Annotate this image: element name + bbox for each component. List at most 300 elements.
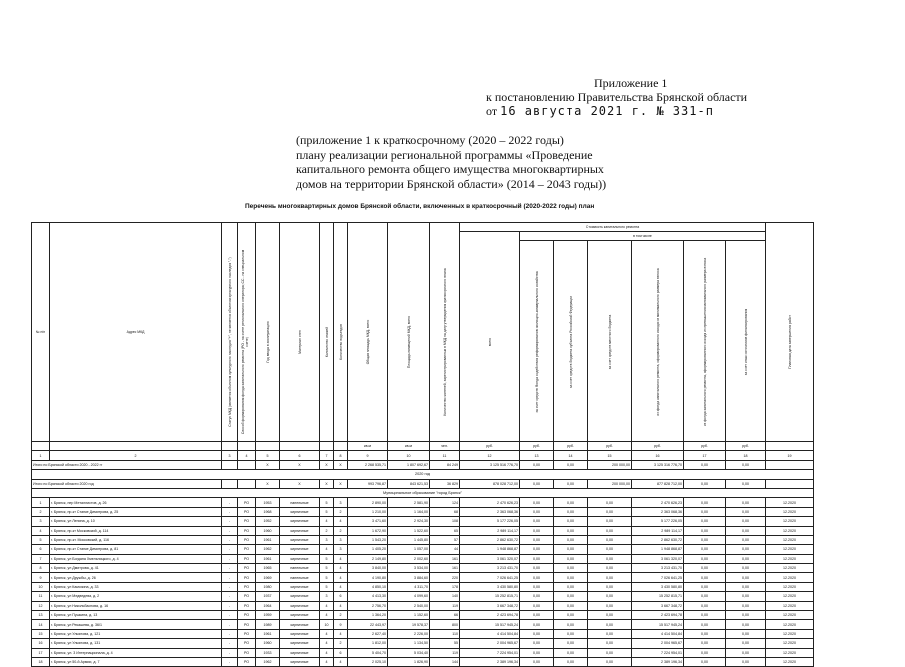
table-row bbox=[32, 582, 814, 591]
table-cell: 0,00 bbox=[684, 545, 726, 554]
table-cell: 0,00 bbox=[520, 620, 554, 629]
table-cell: кирпичные bbox=[280, 601, 320, 610]
table-cell: г. Брянск, ул Ульянова, д. 121 bbox=[50, 629, 222, 638]
table-cell: 0,00 bbox=[554, 507, 588, 516]
unit-rub: руб. bbox=[726, 442, 766, 451]
table-cell: кирпичные bbox=[280, 620, 320, 629]
table-cell: 0,00 bbox=[684, 517, 726, 526]
table-cell: 9 bbox=[334, 620, 348, 629]
resolution-date-line bbox=[486, 104, 886, 118]
table-cell: 0,00 bbox=[520, 564, 554, 573]
table-cell: 0,00 bbox=[684, 507, 726, 516]
table-cell: 5 bbox=[320, 554, 334, 563]
table-cell: 2 bbox=[334, 507, 348, 516]
table-cell: 0,00 bbox=[726, 573, 766, 582]
table-cell: РО bbox=[238, 620, 256, 629]
table-cell: 7 224 954,01 bbox=[632, 648, 684, 657]
table-cell: 0,00 bbox=[520, 554, 554, 563]
table-cell: 800 bbox=[430, 620, 460, 629]
table-cell: 2 989 114,17 bbox=[632, 526, 684, 535]
table-cell: 4 bbox=[334, 573, 348, 582]
table-cell: 5 404,70 bbox=[348, 648, 388, 657]
resolution-header bbox=[486, 76, 886, 118]
table-cell: 12.2020 bbox=[766, 629, 814, 638]
table-cell: 3 430 580,80 bbox=[632, 582, 684, 591]
table-cell: г. Брянск, пр-кт Станке Димитрова, д. 25 bbox=[50, 507, 222, 516]
table-cell: 1 812,00 bbox=[348, 639, 388, 648]
table-cell: 3 840,00 bbox=[348, 564, 388, 573]
table-cell: г. Брянск, ул Медведева, д. 2 bbox=[50, 592, 222, 601]
table-cell: - bbox=[222, 517, 238, 526]
table-cell: 1 522,60 bbox=[388, 526, 430, 535]
table-cell: 0,00 bbox=[588, 554, 632, 563]
table-row bbox=[32, 648, 814, 657]
table-cell: панельные bbox=[280, 498, 320, 507]
table-cell: 12.2020 bbox=[766, 648, 814, 657]
table-cell: г. Брянск, пр-кт Московский, д. 114 bbox=[50, 526, 222, 535]
table-row bbox=[32, 620, 814, 629]
table-cell: 4 bbox=[320, 629, 334, 638]
table-cell: 2 bbox=[334, 526, 348, 535]
table-cell: 3 667 348,72 bbox=[632, 601, 684, 610]
table-cell: 0,00 bbox=[588, 582, 632, 591]
table-cell: 5 034,40 bbox=[388, 648, 430, 657]
table-cell: 0,00 bbox=[726, 601, 766, 610]
units-row bbox=[32, 442, 814, 451]
table-cell: 1980 bbox=[256, 582, 280, 591]
table-cell: 8 bbox=[32, 564, 50, 573]
table-cell: кирпичные bbox=[280, 611, 320, 620]
table-cell: 0,00 bbox=[520, 498, 554, 507]
table-row bbox=[32, 498, 814, 507]
table-cell: 13 bbox=[32, 611, 50, 620]
table-cell: г. Брянск, ул Дружбы, д. 26 bbox=[50, 573, 222, 582]
table-cell: 0,00 bbox=[554, 526, 588, 535]
table-cell: 5 bbox=[320, 573, 334, 582]
table-cell: 4 311,70 bbox=[388, 582, 430, 591]
table-cell: 0,00 bbox=[554, 535, 588, 544]
table-cell: 0,00 bbox=[726, 517, 766, 526]
table-cell: 44 bbox=[430, 545, 460, 554]
table-cell: кирпичные bbox=[280, 545, 320, 554]
table-cell: 1 134,50 bbox=[388, 639, 430, 648]
table-cell: 1 164,00 bbox=[388, 507, 430, 516]
table-cell: 4 850,10 bbox=[348, 582, 388, 591]
column-number: 8 bbox=[334, 451, 348, 460]
table-cell: 1960 bbox=[256, 639, 280, 648]
table-cell: 4 bbox=[320, 611, 334, 620]
table-cell: 119 bbox=[430, 648, 460, 657]
table-cell: 0,00 bbox=[520, 573, 554, 582]
table-cell: 12.2020 bbox=[766, 620, 814, 629]
table-cell: 12.2020 bbox=[766, 507, 814, 516]
col-residents: Количество жителей, зарегистрированных в МКД на дату утверждения краткосрочного плана bbox=[430, 223, 460, 442]
table-cell: 0,00 bbox=[554, 517, 588, 526]
table-cell: 0,00 bbox=[554, 629, 588, 638]
table-cell: 0,00 bbox=[726, 611, 766, 620]
table-cell: 0,00 bbox=[554, 657, 588, 666]
table-cell: г. Брянск, пр-кт Станке Димитрова, д. 81 bbox=[50, 545, 222, 554]
table-cell: г. Брянск, пер Металлистов, д. 26 bbox=[50, 498, 222, 507]
appendix-title: Приложение 1 bbox=[594, 76, 668, 90]
table-cell: 0,00 bbox=[588, 611, 632, 620]
table-cell: РО bbox=[238, 648, 256, 657]
table-cell: 178 bbox=[430, 582, 460, 591]
table-cell: 12.2020 bbox=[766, 657, 814, 666]
table-cell: 0,00 bbox=[588, 657, 632, 666]
table-cell: 4 bbox=[334, 564, 348, 573]
table-cell: 2 470 626,23 bbox=[632, 498, 684, 507]
table-cell: 0,00 bbox=[554, 498, 588, 507]
table-cell: 0,00 bbox=[520, 535, 554, 544]
table-cell: 10 bbox=[320, 620, 334, 629]
table-cell: кирпичные bbox=[280, 648, 320, 657]
table-cell: 6 bbox=[32, 545, 50, 554]
table-cell: 2 862 630,72 bbox=[460, 535, 520, 544]
table-cell: 0,00 bbox=[684, 592, 726, 601]
column-number: 5 bbox=[256, 451, 280, 460]
table-cell: 1968 bbox=[256, 507, 280, 516]
table-cell: 11 bbox=[32, 592, 50, 601]
col-other: за счет иных источников финансирования bbox=[726, 241, 766, 442]
table-cell: 2 627,40 bbox=[348, 629, 388, 638]
table-cell: 1 bbox=[32, 498, 50, 507]
table-cell: 1969 bbox=[256, 573, 280, 582]
table-cell: РО bbox=[238, 639, 256, 648]
table-cell: 4 bbox=[320, 657, 334, 666]
table-cell: РО bbox=[238, 554, 256, 563]
table-cell: 7 224 954,01 bbox=[460, 648, 520, 657]
table-cell: 1961 bbox=[256, 535, 280, 544]
table-cell: 3 430 580,80 bbox=[460, 582, 520, 591]
col-fund: Способ формирования фонда капитального ремонта (РО - на счете регионального оператора; СС - на специальном счете) bbox=[238, 223, 256, 442]
table-cell: г. Брянск, ул. 3 Интернационала, д. 4 bbox=[50, 648, 222, 657]
table-cell: 3 213 431,70 bbox=[632, 564, 684, 573]
table-cell: 1 057,00 bbox=[388, 545, 430, 554]
table-cell: 2 470 626,23 bbox=[460, 498, 520, 507]
table-cell: - bbox=[222, 526, 238, 535]
appendix-note bbox=[296, 133, 856, 191]
table-cell: 12.2020 bbox=[766, 639, 814, 648]
table-cell: - bbox=[222, 545, 238, 554]
table-cell: 1937 bbox=[256, 592, 280, 601]
table-cell: 68 bbox=[430, 507, 460, 516]
column-number: 16 bbox=[632, 451, 684, 460]
table-cell: 5 177 226,05 bbox=[632, 517, 684, 526]
table-cell: 144 bbox=[430, 657, 460, 666]
table-cell: 2 363 068,36 bbox=[460, 507, 520, 516]
table-cell: РО bbox=[238, 573, 256, 582]
table-cell: 4 bbox=[334, 517, 348, 526]
table-cell: 2 423 694,78 bbox=[460, 611, 520, 620]
table-cell: 1953 bbox=[256, 498, 280, 507]
table-cell: кирпичные bbox=[280, 582, 320, 591]
table-cell: - bbox=[222, 535, 238, 544]
table-cell: 1 445,80 bbox=[388, 535, 430, 544]
table-body bbox=[32, 460, 814, 667]
table-cell: 0,00 bbox=[520, 629, 554, 638]
table-title: Перечень многоквартирных домов Брянской области, включенных в краткосрочный (2020-2022 годы) план bbox=[245, 203, 595, 210]
table-cell: 4 bbox=[334, 601, 348, 610]
table-cell: 7 026 641,25 bbox=[632, 573, 684, 582]
column-numbers-row bbox=[32, 451, 814, 460]
table-cell: 4 414 504,84 bbox=[460, 629, 520, 638]
table-cell: 2 bbox=[334, 639, 348, 648]
table-cell: 0,00 bbox=[588, 498, 632, 507]
unit-rub: руб. bbox=[684, 442, 726, 451]
table-cell: 1 948 868,87 bbox=[460, 545, 520, 554]
table-cell: - bbox=[222, 648, 238, 657]
table-cell: 3 bbox=[334, 545, 348, 554]
unit-people: чел. bbox=[430, 442, 460, 451]
col-year: Год ввода в эксплуатацию bbox=[256, 223, 280, 442]
table-cell: 6 bbox=[334, 648, 348, 657]
houses-table bbox=[31, 222, 814, 667]
table-cell: 0,00 bbox=[726, 592, 766, 601]
table-row bbox=[32, 554, 814, 563]
table-cell: панельные bbox=[280, 573, 320, 582]
table-cell: кирпичные bbox=[280, 592, 320, 601]
table-cell: 2 bbox=[334, 611, 348, 620]
appendix-note-line: (приложение 1 к краткосрочному (2020 – 2022 годы) bbox=[296, 133, 564, 147]
table-cell: 0,00 bbox=[684, 582, 726, 591]
table-cell: кирпичные bbox=[280, 639, 320, 648]
table-cell: 3 213 431,70 bbox=[460, 564, 520, 573]
table-cell: 1989 bbox=[256, 620, 280, 629]
table-cell: РО bbox=[238, 629, 256, 638]
table-cell: 2 540,00 bbox=[388, 601, 430, 610]
table-cell: 0,00 bbox=[520, 507, 554, 516]
table-cell: 140 bbox=[430, 592, 460, 601]
column-number: 2 bbox=[50, 451, 222, 460]
table-cell: 2 bbox=[32, 507, 50, 516]
table-cell: г. Брянск, ул Камозина, д. 33 bbox=[50, 582, 222, 591]
table-cell: 5 bbox=[320, 498, 334, 507]
table-cell: 3 667 348,72 bbox=[460, 601, 520, 610]
table-cell: г. Брянск, ул 50-й Армии, д. 7 bbox=[50, 657, 222, 666]
table-cell: 119 bbox=[430, 601, 460, 610]
table-cell: 3 061 320,07 bbox=[632, 554, 684, 563]
table-cell: 0,00 bbox=[684, 657, 726, 666]
table-cell: 4 414 504,84 bbox=[632, 629, 684, 638]
resolution-line: к постановлению Правительства Брянской области bbox=[486, 90, 748, 104]
table-cell: 1962 bbox=[256, 657, 280, 666]
unit-rub: руб. bbox=[460, 442, 520, 451]
table-cell: 2 025,10 bbox=[348, 657, 388, 666]
table-cell: 1965 bbox=[256, 564, 280, 573]
table-cell: г. Брянск, ул Рекашева, д. 36/1 bbox=[50, 620, 222, 629]
table-cell: 2 890,00 bbox=[348, 498, 388, 507]
table-cell: 1961 bbox=[256, 629, 280, 638]
table-cell: РО bbox=[238, 564, 256, 573]
table-cell: 1960 bbox=[256, 526, 280, 535]
table-cell: 0,00 bbox=[520, 648, 554, 657]
table-cell: 5 bbox=[320, 507, 334, 516]
table-cell: 161 bbox=[430, 554, 460, 563]
column-number: 13 bbox=[520, 451, 554, 460]
table-cell: 0,00 bbox=[726, 648, 766, 657]
table-cell: 124 bbox=[430, 498, 460, 507]
col-plan-date: Плановая дата завершения работ bbox=[766, 223, 814, 442]
table-cell: 4 bbox=[320, 545, 334, 554]
table-cell: 15 bbox=[32, 629, 50, 638]
table-cell: 57 bbox=[430, 535, 460, 544]
column-number: 9 bbox=[348, 451, 388, 460]
table-cell: 0,00 bbox=[554, 620, 588, 629]
table-cell: 3 884,60 bbox=[388, 573, 430, 582]
table-cell: 0,00 bbox=[684, 526, 726, 535]
column-number: 12 bbox=[460, 451, 520, 460]
unit-rub: руб. bbox=[520, 442, 554, 451]
table-cell: 1 405,20 bbox=[348, 545, 388, 554]
table-cell: 0,00 bbox=[684, 564, 726, 573]
date-prefix: от bbox=[486, 104, 498, 118]
unit-rub: руб. bbox=[632, 442, 684, 451]
table-cell: панельные bbox=[280, 564, 320, 573]
table-cell: кирпичные bbox=[280, 535, 320, 544]
table-cell: 2 004 965,67 bbox=[632, 639, 684, 648]
table-row bbox=[32, 601, 814, 610]
table-cell: 0,00 bbox=[554, 564, 588, 573]
col-owners-over: из фонда капитального ремонта, сформированного исходя из превышения минимального размера взноса bbox=[684, 241, 726, 442]
table-cell: 12.2020 bbox=[766, 564, 814, 573]
table-cell: 15 517 945,24 bbox=[460, 620, 520, 629]
table-cell: 0,00 bbox=[684, 535, 726, 544]
table-cell: 17 bbox=[32, 648, 50, 657]
table-cell: 0,00 bbox=[520, 545, 554, 554]
table-cell: 9 bbox=[32, 573, 50, 582]
table-row bbox=[32, 657, 814, 666]
table-cell: 0,00 bbox=[554, 611, 588, 620]
table-cell: 5 bbox=[320, 564, 334, 573]
table-cell: 0,00 bbox=[554, 601, 588, 610]
column-number: 4 bbox=[238, 451, 256, 460]
table-cell: 2 389 196,34 bbox=[460, 657, 520, 666]
table-cell: - bbox=[222, 573, 238, 582]
table-cell: 0,00 bbox=[588, 517, 632, 526]
table-cell: - bbox=[222, 629, 238, 638]
table-cell: г. Брянск, ул Пушкина, д. 13 bbox=[50, 611, 222, 620]
table-cell: 0,00 bbox=[554, 639, 588, 648]
table-row bbox=[32, 526, 814, 535]
table-cell: 3 061 320,07 bbox=[460, 554, 520, 563]
table-cell: 3 bbox=[334, 535, 348, 544]
table-cell: 5 177 226,05 bbox=[460, 517, 520, 526]
table-cell: 0,00 bbox=[554, 582, 588, 591]
table-cell: РО bbox=[238, 507, 256, 516]
table-cell: г. Брянск, ул Дмитрова, д. 41 bbox=[50, 564, 222, 573]
table-cell: - bbox=[222, 657, 238, 666]
table-cell: 4 bbox=[32, 526, 50, 535]
table-cell: 15 252 815,71 bbox=[460, 592, 520, 601]
table-cell: 15 252 815,71 bbox=[632, 592, 684, 601]
table-cell: РО bbox=[238, 526, 256, 535]
table-cell: 1964 bbox=[256, 601, 280, 610]
table-cell: 4 bbox=[320, 601, 334, 610]
col-total: всего bbox=[460, 232, 520, 442]
table-cell: 1959 bbox=[256, 611, 280, 620]
table-cell: 0,00 bbox=[684, 573, 726, 582]
table-row bbox=[32, 535, 814, 544]
table-cell: 0,00 bbox=[520, 582, 554, 591]
table-cell: 2 924,30 bbox=[388, 517, 430, 526]
table-cell: 0,00 bbox=[588, 507, 632, 516]
table-cell: 0,00 bbox=[726, 526, 766, 535]
table-cell: 0,00 bbox=[520, 517, 554, 526]
table-cell: - bbox=[222, 507, 238, 516]
table-cell: кирпичные bbox=[280, 526, 320, 535]
col-wall: Материал стен bbox=[280, 223, 320, 442]
column-number: 10 bbox=[388, 451, 430, 460]
col-owners-min: из фонда капитального ремонта, сформированного исходя из минимального размера взноса bbox=[632, 241, 684, 442]
column-number: 17 bbox=[684, 451, 726, 460]
table-cell: 6 bbox=[334, 592, 348, 601]
table-cell: 18 bbox=[32, 657, 50, 666]
table-cell: 66 bbox=[430, 611, 460, 620]
table-cell: 1 948 868,87 bbox=[632, 545, 684, 554]
table-cell: 0,00 bbox=[726, 657, 766, 666]
table-cell: 0,00 bbox=[520, 592, 554, 601]
table-cell: - bbox=[222, 620, 238, 629]
table-cell: 0,00 bbox=[588, 639, 632, 648]
table-cell: 161 bbox=[430, 564, 460, 573]
table-cell: 3 bbox=[334, 498, 348, 507]
col-fund-reform: за счет средств Фонда содействия реформированию жилищно-коммунального хозяйства bbox=[520, 241, 554, 442]
table-cell: 3 534,00 bbox=[388, 564, 430, 573]
table-cell: г. Брянск, пр-кт. Московский, д. 116 bbox=[50, 535, 222, 544]
table-cell: 0,00 bbox=[588, 629, 632, 638]
table-cell: 4 bbox=[334, 554, 348, 563]
unit-area: кв.м bbox=[348, 442, 388, 451]
table-row bbox=[32, 564, 814, 573]
column-number: 19 bbox=[766, 451, 814, 460]
table-cell: 0,00 bbox=[588, 564, 632, 573]
table-row bbox=[32, 573, 814, 582]
table-cell: 0,00 bbox=[588, 526, 632, 535]
col-budget-region: за счет средств бюджета субъекта Российской Федерации bbox=[554, 241, 588, 442]
table-cell: 55 bbox=[430, 639, 460, 648]
table-cell: кирпичные bbox=[280, 629, 320, 638]
table-cell: РО bbox=[238, 498, 256, 507]
table-cell: 0,00 bbox=[684, 629, 726, 638]
table-cell: 0,00 bbox=[554, 648, 588, 657]
column-number: 18 bbox=[726, 451, 766, 460]
table-cell: г. Брянск, ул Ульянова, д. 131 bbox=[50, 639, 222, 648]
table-cell: 0,00 bbox=[726, 629, 766, 638]
table-cell: г. Брянск, ул Никольбаснова, д. 16 bbox=[50, 601, 222, 610]
table-cell: 0,00 bbox=[726, 554, 766, 563]
unit-area: кв.м bbox=[388, 442, 430, 451]
table-cell: 0,00 bbox=[726, 507, 766, 516]
table-cell: 110 bbox=[430, 629, 460, 638]
table-cell: 1 364,20 bbox=[348, 611, 388, 620]
table-cell: 5 bbox=[320, 582, 334, 591]
table-cell: 12.2020 bbox=[766, 611, 814, 620]
table-cell: 2 226,00 bbox=[388, 629, 430, 638]
column-number: 15 bbox=[588, 451, 632, 460]
table-cell: 2 bbox=[320, 526, 334, 535]
table-cell: 5 bbox=[32, 535, 50, 544]
table-cell: 12.2020 bbox=[766, 554, 814, 563]
table-cell: 15 517 945,24 bbox=[632, 620, 684, 629]
table-cell: 0,00 bbox=[588, 601, 632, 610]
table-cell: РО bbox=[238, 535, 256, 544]
table-cell: 3 471,60 bbox=[348, 517, 388, 526]
table-cell: 0,00 bbox=[588, 535, 632, 544]
appendix-note-line: домов на территории Брянской области» (2014 – 2043 годы)) bbox=[296, 176, 607, 191]
table-cell: 4 bbox=[334, 582, 348, 591]
table-cell: 2 989 114,17 bbox=[460, 526, 520, 535]
